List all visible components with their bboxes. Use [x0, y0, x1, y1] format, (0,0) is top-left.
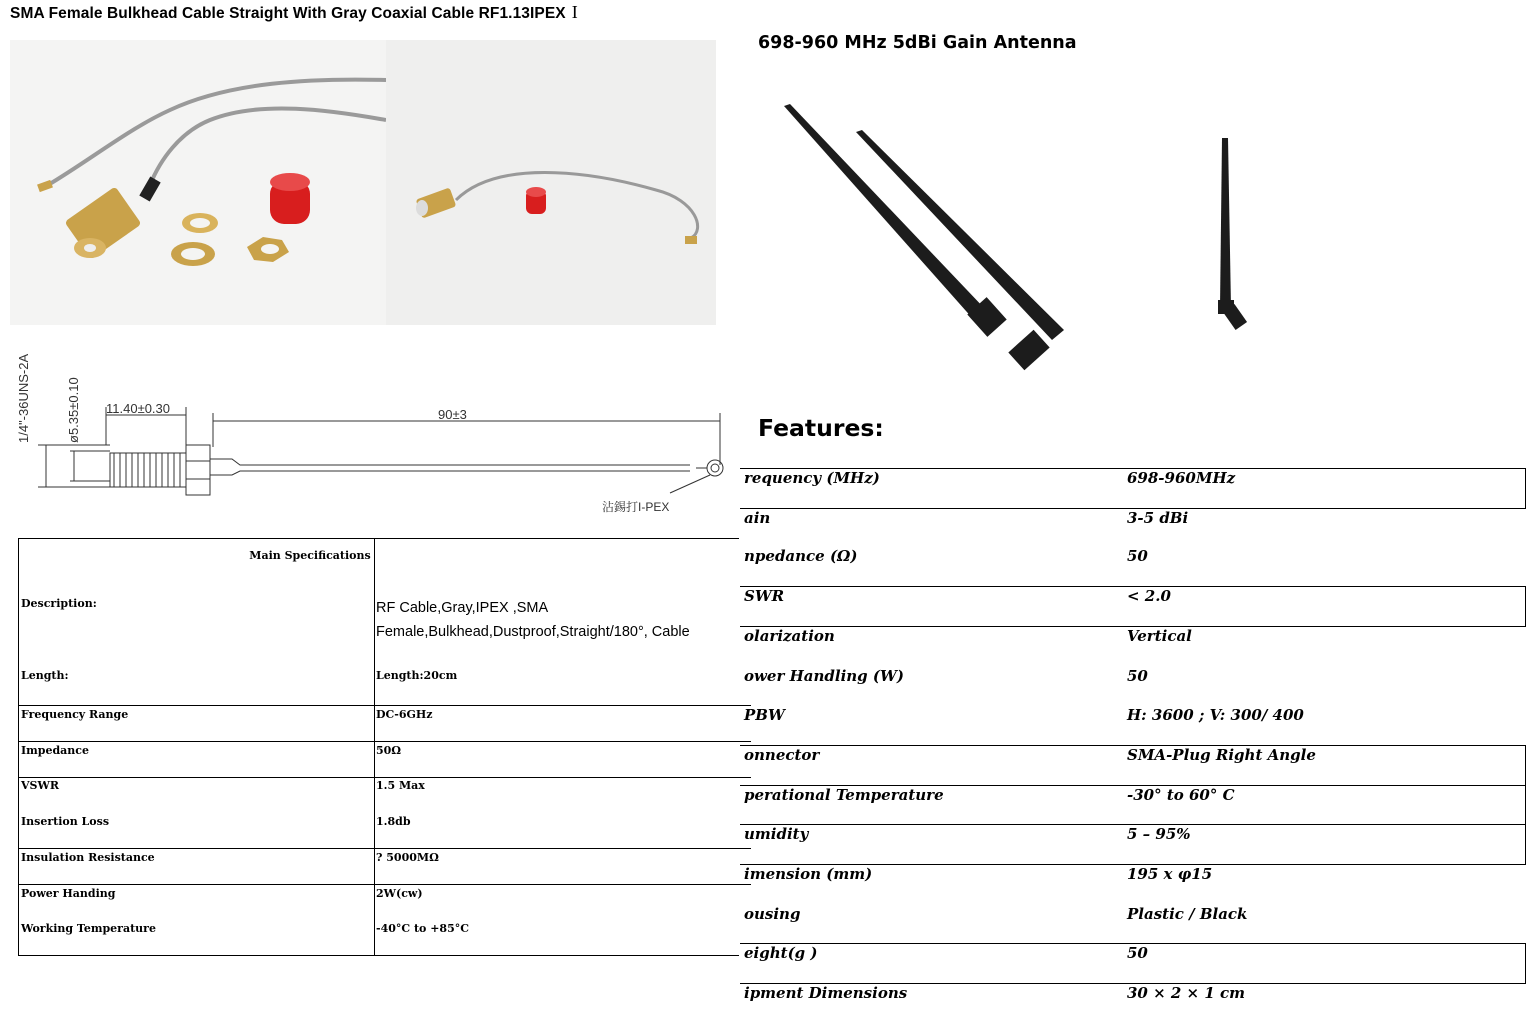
- feature-label: eight(g ): [744, 944, 818, 962]
- feature-label: SWR: [744, 587, 785, 605]
- description-value: RF Cable,Gray,IPEX ,SMA Female,Bulkhead,Dustproof,Straight/180°, Cable: [376, 600, 690, 640]
- ipex-label: 沾錫打I-PEX: [602, 500, 670, 514]
- features-heading: Features:: [758, 414, 884, 442]
- feature-label: imension (mm): [744, 865, 873, 883]
- assembled-cable-illustration: [386, 40, 716, 325]
- feature-value: Plastic / Black: [1127, 905, 1248, 923]
- vswr-label: VSWR: [21, 779, 59, 792]
- feature-label: ipment Dimensions: [744, 984, 908, 1002]
- row-divider: [19, 884, 751, 885]
- row-divider: [19, 705, 751, 706]
- length1-label: 11.40±0.30: [106, 401, 171, 416]
- feature-row: [740, 705, 1526, 744]
- insulation-label: Insulation Resistance: [21, 851, 155, 864]
- row-divider: [19, 848, 751, 849]
- feature-label: PBW: [744, 706, 785, 724]
- feature-label: requency (MHz): [744, 469, 880, 487]
- feature-value: H: 3600 ; V: 300/ 400: [1127, 706, 1304, 724]
- feature-value: 30 × 2 × 1 cm: [1127, 984, 1246, 1002]
- antenna-illustration: [760, 90, 1280, 390]
- feature-value: Vertical: [1127, 627, 1192, 645]
- column-divider: [374, 539, 375, 955]
- feature-row: [740, 546, 1526, 585]
- antenna-photo: [760, 90, 1280, 390]
- feature-label: ower Handling (W): [744, 667, 904, 685]
- feature-value: 50: [1127, 944, 1148, 962]
- impedance-label: Impedance: [21, 744, 89, 757]
- feature-row: [740, 468, 1526, 507]
- feature-label: ain: [744, 509, 771, 527]
- feature-value: 5 – 95%: [1127, 825, 1191, 843]
- feature-row: [740, 943, 1526, 982]
- antenna-title: 698-960 MHz 5dBi Gain Antenna: [758, 33, 1077, 53]
- cable-kit-photo: [10, 40, 386, 325]
- insulation-value: ? 5000MΩ: [376, 851, 439, 864]
- length-label: Length:: [21, 669, 69, 682]
- feature-label: olarization: [744, 627, 835, 645]
- length2-label: 90±3: [438, 407, 467, 422]
- assembled-cable-photo: [386, 40, 716, 325]
- features-table: [740, 468, 1526, 1031]
- working-temperature-label: Working Temperature: [21, 922, 156, 935]
- length-value: Length:20cm: [376, 669, 458, 682]
- feature-value: SMA-Plug Right Angle: [1127, 746, 1316, 764]
- feature-label: npedance (Ω): [744, 547, 858, 565]
- diameter-label: ø5.35±0.10: [66, 377, 81, 443]
- row-divider: [19, 777, 751, 778]
- feature-label: umidity: [744, 825, 809, 843]
- feature-value: 698-960MHz: [1127, 469, 1236, 487]
- feature-label: onnector: [744, 746, 820, 764]
- dimension-drawing: [10, 325, 740, 525]
- main-spec-table: [18, 538, 739, 956]
- feature-label: ousing: [744, 905, 801, 923]
- frequency-value: DC-6GHz: [376, 708, 433, 721]
- feature-row: [740, 666, 1526, 705]
- feature-row: [740, 586, 1526, 625]
- feature-value: 50: [1127, 667, 1148, 685]
- feature-row: [740, 904, 1526, 943]
- feature-value: -30° to 60° C: [1127, 786, 1235, 804]
- feature-row: [740, 508, 1526, 547]
- power-handing-label: Power Handing: [21, 887, 116, 900]
- feature-row: [740, 864, 1526, 903]
- row-divider: [19, 741, 751, 742]
- feature-row: [740, 626, 1526, 665]
- feature-row: [740, 785, 1526, 824]
- vswr-value: 1.5 Max: [376, 779, 425, 792]
- insertion-loss-value: 1.8db: [376, 815, 411, 828]
- working-temperature-value: -40°C to +85°C: [376, 922, 469, 935]
- technical-drawing: [10, 325, 740, 525]
- product-title: [10, 2, 578, 23]
- feature-row: [740, 824, 1526, 863]
- feature-label: perational Temperature: [744, 786, 944, 804]
- feature-value: 50: [1127, 547, 1148, 565]
- insertion-loss-label: Insertion Loss: [21, 815, 110, 828]
- power-handing-value: 2W(cw): [376, 887, 423, 900]
- feature-value: < 2.0: [1127, 587, 1171, 605]
- feature-value: 195 x φ15: [1127, 865, 1213, 883]
- spec-table-heading: Main Specifications: [249, 549, 371, 562]
- feature-value: 3-5 dBi: [1127, 509, 1189, 527]
- cable-kit-illustration: [10, 40, 386, 325]
- impedance-value: 50Ω: [376, 744, 402, 757]
- feature-row: [740, 983, 1526, 1022]
- feature-row: [740, 745, 1526, 784]
- frequency-label: Frequency Range: [21, 708, 129, 721]
- description-label: Description:: [21, 597, 97, 610]
- thread-label: 1/4"-36UNS-2A: [16, 353, 31, 443]
- text-cursor-icon: I: [571, 2, 578, 22]
- product-title-text: SMA Female Bulkhead Cable Straight With Gray Coaxial Cable RF1.13IPEX: [10, 5, 566, 22]
